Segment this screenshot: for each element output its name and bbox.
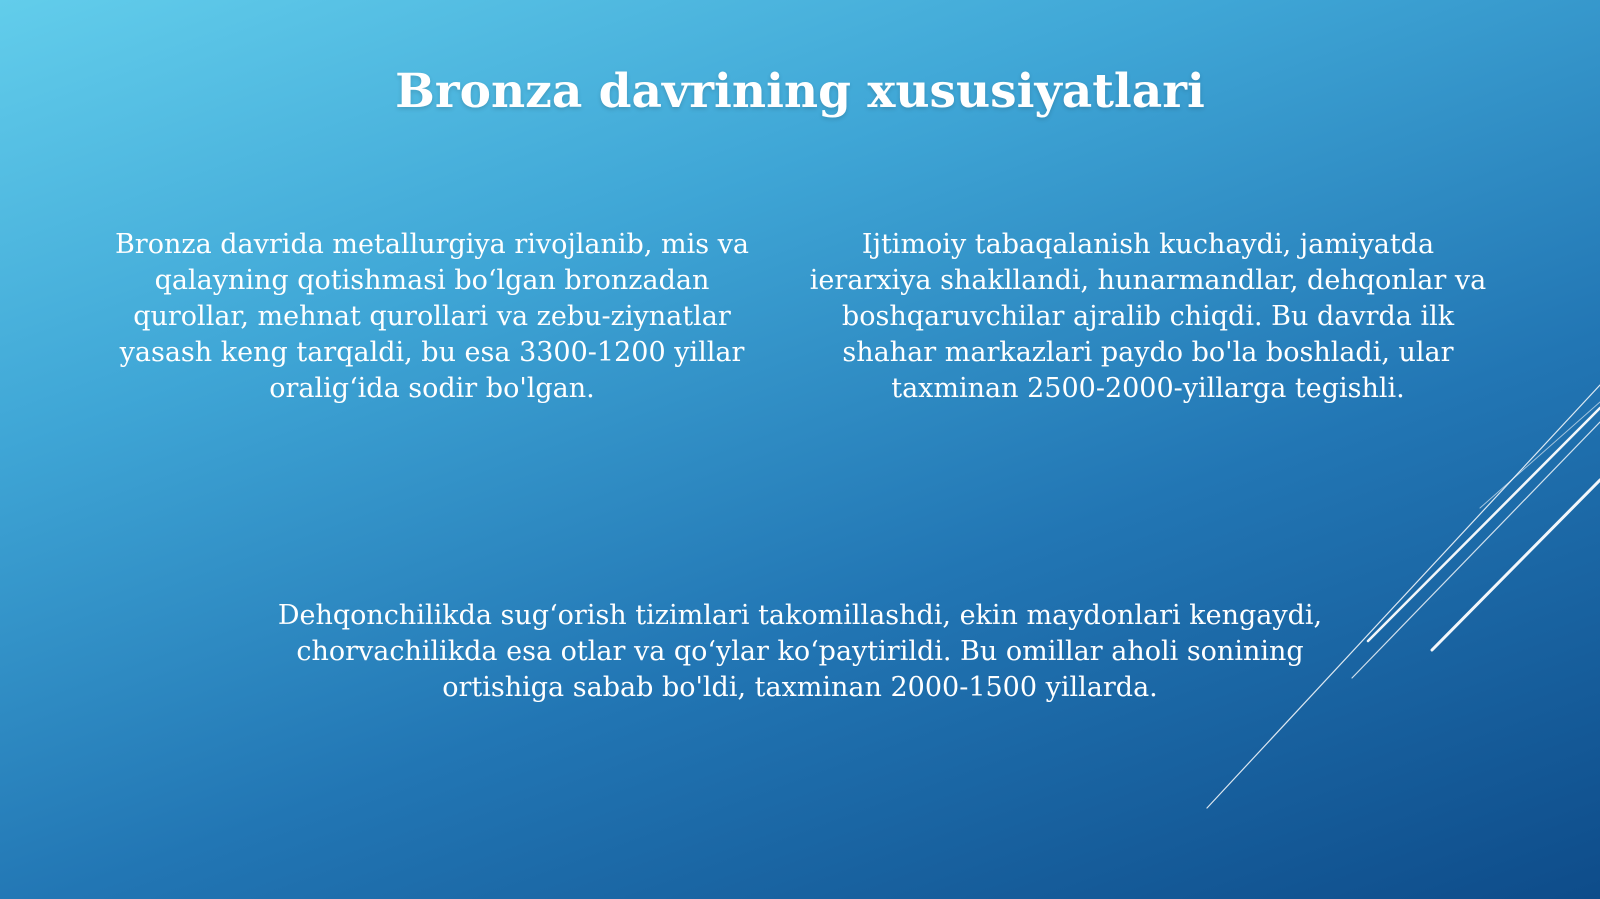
deco-line-3	[1352, 422, 1600, 678]
deco-line-1	[1207, 385, 1600, 808]
paragraph-agriculture: Dehqonchilikda sug‘orish tizimlari takomillashdi, ekin maydonlari kengaydi, chorvachilikda esa otlar va qo‘ylar ko‘paytirildi. Bu omillar aholi sonining ortishiga sabab bo'ldi, taxminan 2000-1500 yillarda.	[277, 600, 1323, 703]
deco-line-5	[1480, 402, 1600, 508]
paragraph-social-stratification: Ijtimoiy tabaqalanish kuchaydi, jamiyatda ierarxiya shakllandi, hunarmandlar, dehqonlar va boshqaruvchilar ajralib chiqdi. Bu davrda ilk shahar markazlari paydo bo'la boshladi, ular taxminan 2500-2000-yillarga tegishli.	[809, 229, 1487, 404]
deco-line-2	[1368, 408, 1600, 641]
slide-title: Bronza davrining xususiyatlari	[395, 64, 1205, 119]
deco-line-4	[1432, 480, 1600, 650]
paragraph-metallurgy: Bronza davrida metallurgiya rivojlanib, mis va qalayning qotishmasi bo‘lgan bronzadan qurollar, mehnat qurollari va zebu-ziynatlar yasash keng tarqaldi, bu esa 3300-1200 yillar oralig‘ida sodir bo'lgan.	[114, 229, 750, 404]
